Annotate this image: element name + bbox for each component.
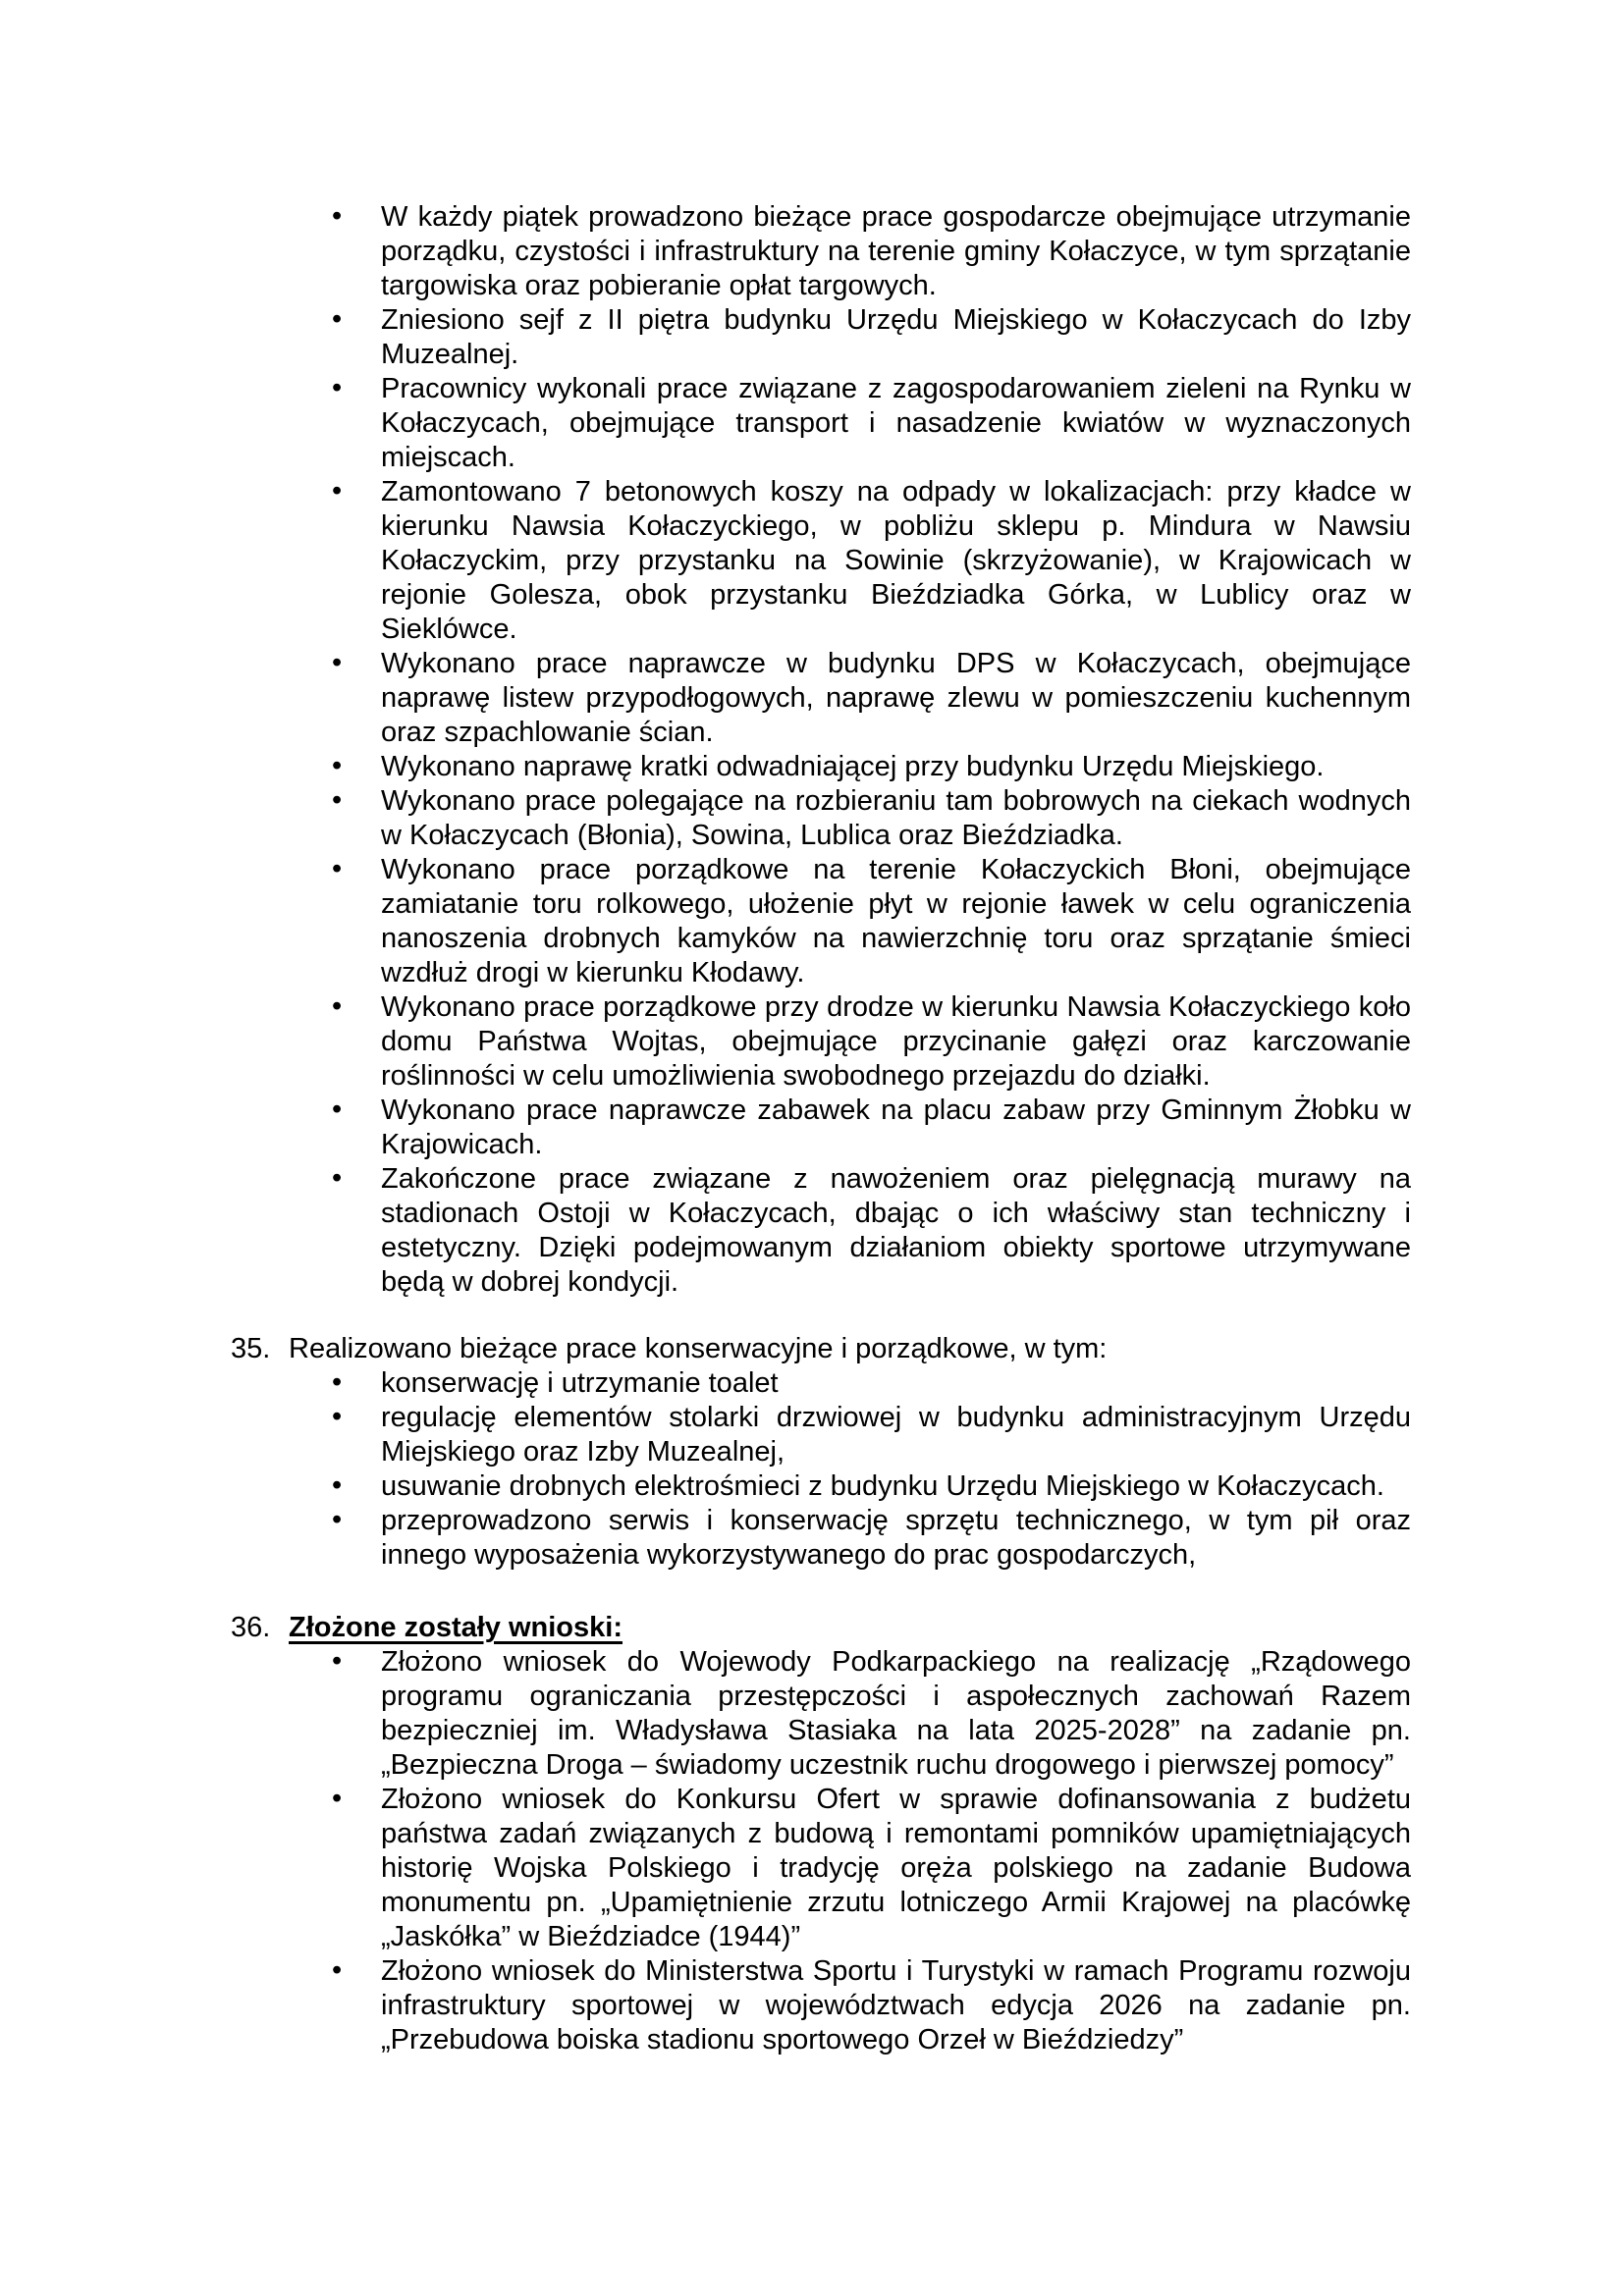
bullet-text: przeprowadzono serwis i konserwację sprzętu technicznego, w tym pił oraz innego wyposażenia wykorzystywanego do prac gospodarczych, [381,1505,1411,1571]
bullet-icon: • [332,1094,343,1125]
bullet-icon: • [332,475,343,507]
numbered-item-35 [231,1332,1411,1366]
list-item [231,1094,1411,1162]
bullet-icon: • [332,1783,343,1814]
list-item [231,1162,1411,1300]
bullet-text: Wykonano prace porządkowe na terenie Kołaczyckich Błoni, obejmujące zamiatanie toru rolkowego, ułożenie płyt w rejonie ławek w celu ograniczenia nanoszenia drobnych kamyków na nawierzchnię toru oraz sprzątanie śmieci wzdłuż drogi w kierunku Kłodawy. [381,854,1411,988]
bullet-text: Zniesiono sejf z II piętra budynku Urzędu Miejskiego w Kołaczycach do Izby Muzealnej. [381,304,1411,370]
bullet-icon: • [332,853,343,884]
bullet-text: Zamontowano 7 betonowych koszy na odpady w lokalizacjach: przy kładce w kierunku Nawsia Kołaczyckiego, w pobliżu sklepu p. Mindura w Nawsiu Kołaczyckim, przy przystanku na Sowinie (skrzyżowanie), w Krajowicach w rejonie Golesza, obok przystanku Bieździadka Górka, w Lublicy oraz w Sieklówce. [381,476,1411,645]
list-item [231,750,1411,784]
bullet-text: Złożono wniosek do Konkursu Ofert w sprawie dofinansowania z budżetu państwa zadań związanych z budową i remontami pomników upamiętniających historię Wojska Polskiego i tradycję oręża polskiego na zadanie Budowa monumentu pn. „Upamiętnienie zrzutu lotniczego Armii Krajowej na placówkę „Jaskółka” w Bieździadce (1944)” [381,1784,1411,1952]
bullet-icon: • [332,372,343,403]
bullet-text: Pracownicy wykonali prace związane z zagospodarowaniem zieleni na Rynku w Kołaczycach, obejmujące transport i nasadzenie kwiatów w wyznaczonych miejscach. [381,373,1411,473]
bullet-text: Wykonano prace naprawcze zabawek na placu zabaw przy Gminnym Żłobku w Krajowicach. [381,1095,1411,1160]
list-item [231,1366,1411,1401]
list-item [231,303,1411,372]
numbered-item-36 [231,1611,1411,1645]
list-item [231,1645,1411,1783]
list-item [231,1954,1411,2057]
bullet-icon: • [332,1401,343,1432]
bullet-text: Wykonano prace porządkowe przy drodze w kierunku Nawsia Kołaczyckiego koło domu Państwa Wojtas, obejmujące przycinanie gałęzi oraz karczowanie roślinności w celu umożliwienia swobodnego przejazdu do działki. [381,991,1411,1092]
list-item [231,1783,1411,1954]
list-item [231,1401,1411,1469]
list-item [231,990,1411,1094]
bullet-text: usuwanie drobnych elektrośmieci z budynku Urzędu Miejskiego w Kołaczycach. [381,1470,1384,1502]
bullet-text: Złożono wniosek do Ministerstwa Sportu i Turystyki w ramach Programu rozwoju infrastruktury sportowej w województwach edycja 2026 na zadanie pn. „Przebudowa boiska stadionu sportowego Orzeł w Bieździedzy” [381,1955,1411,2056]
item-35-bullet-list [231,1366,1411,1573]
bullet-text: Wykonano prace naprawcze w budynku DPS w Kołaczycach, obejmujące naprawę listew przypodłogowych, naprawę zlewu w pomieszczeniu kuchennym oraz szpachlowanie ścian. [381,648,1411,748]
bullet-text: Wykonano naprawę kratki odwadniającej przy budynku Urzędu Miejskiego. [381,751,1325,782]
bullet-icon: • [332,1162,343,1194]
bullet-icon: • [332,303,343,335]
list-item [231,1504,1411,1573]
maintenance-bullet-list [231,200,1411,1300]
bullet-icon: • [332,647,343,678]
list-item [231,200,1411,303]
list-item [231,1469,1411,1504]
item-36-bullet-list [231,1645,1411,2057]
bullet-icon: • [332,1954,343,1986]
bullet-text: konserwację i utrzymanie toalet [381,1367,779,1399]
bullet-text: Zakończone prace związane z nawożeniem oraz pielęgnacją murawy na stadionach Ostoji w Kołaczycach, dbając o ich właściwy stan techniczny i estetyczny. Dzięki podejmowanym działaniom obiekty sportowe utrzymywane będą w dobrej kondycji. [381,1163,1411,1298]
list-item [231,784,1411,853]
section-heading: Złożone zostały wnioski: [289,1612,623,1643]
list-item [231,475,1411,647]
bullet-text: regulację elementów stolarki drzwiowej w budynku administracyjnym Urzędu Miejskiego oraz Izby Muzealnej, [381,1402,1411,1468]
item-number: 35. [231,1333,271,1364]
list-item [231,647,1411,750]
bullet-icon: • [332,750,343,781]
bullet-icon: • [332,1366,343,1398]
list-item [231,853,1411,990]
document-content [231,200,1411,2057]
bullet-icon: • [332,1645,343,1677]
bullet-text: Wykonano prace polegające na rozbieraniu tam bobrowych na ciekach wodnych w Kołaczycach (Błonia), Sowina, Lublica oraz Bieździadka. [381,785,1411,851]
bullet-icon: • [332,1469,343,1501]
item-text: Realizowano bieżące prace konserwacyjne i porządkowe, w tym: [289,1333,1108,1364]
list-item [231,372,1411,475]
bullet-icon: • [332,1504,343,1535]
bullet-text: W każdy piątek prowadzono bieżące prace gospodarcze obejmujące utrzymanie porządku, czystości i infrastruktury na terenie gminy Kołaczyce, w tym sprzątanie targowiska oraz pobieranie opłat targowych. [381,201,1411,301]
bullet-icon: • [332,784,343,816]
item-number: 36. [231,1612,271,1643]
bullet-icon: • [332,200,343,232]
bullet-icon: • [332,990,343,1022]
bullet-text: Złożono wniosek do Wojewody Podkarpackiego na realizację „Rządowego programu ograniczania przestępczości i aspołecznych zachowań Razem bezpieczniej im. Władysława Stasiaka na lata 2025-2028” na zadanie pn. „Bezpieczna Droga – świadomy uczestnik ruchu drogowego i pierwszej pomocy” [381,1646,1411,1781]
